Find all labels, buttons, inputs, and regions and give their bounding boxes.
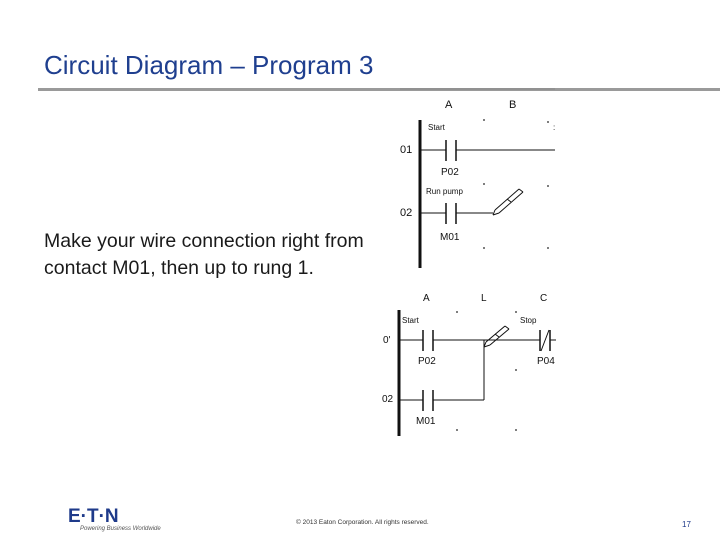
bottom-contact-p04-label: P04: [537, 356, 555, 367]
pen-cursor-icon: [484, 326, 509, 347]
grid-dot: [456, 311, 458, 313]
bottom-contact-p02-label: P02: [418, 356, 436, 367]
bottom-column-l: L: [481, 293, 487, 304]
top-contact-p02-label: P02: [441, 167, 459, 178]
bottom-contact-stop-label: Stop: [520, 316, 537, 325]
bottom-contact-p04-slash: [541, 330, 549, 351]
grid-dot: [483, 119, 485, 121]
grid-dot: [547, 247, 549, 249]
page-number: 17: [682, 520, 691, 529]
top-rung-1-number: 01: [400, 144, 413, 156]
grid-dot: [547, 185, 549, 187]
top-rung-2-number: 02: [400, 207, 413, 219]
eaton-logo: E·T·N: [68, 506, 119, 527]
bottom-contact-start-label: Start: [402, 316, 419, 325]
pen-cursor-icon: [493, 189, 523, 215]
grid-dot: [515, 311, 517, 313]
top-contact-m01-label: M01: [440, 232, 460, 243]
bottom-contact-m01-label: M01: [416, 416, 436, 427]
grid-dot: [456, 429, 458, 431]
grid-dot: [547, 121, 549, 123]
grid-dot: [515, 429, 517, 431]
grid-dot: [483, 183, 485, 185]
grid-tick: :: [553, 123, 556, 132]
ladder-diagram-bottom: [382, 293, 556, 436]
slide-title: Circuit Diagram – Program 3: [44, 50, 374, 80]
top-column-a: A: [445, 99, 453, 111]
eaton-tagline: Powering Business Worldwide: [80, 526, 161, 532]
instruction-text: Make your wire connection right from contact M01, then up to rung 1.: [44, 230, 364, 279]
grid-dot: [515, 369, 517, 371]
bottom-rung-2-number: 02: [382, 394, 394, 405]
top-column-b: B: [509, 99, 517, 111]
bottom-column-c: C: [540, 293, 548, 304]
copyright-text: © 2013 Eaton Corporation. All rights reserved.: [296, 519, 429, 526]
bottom-rung-1-number: 0': [383, 335, 391, 346]
ladder-diagram-top: [400, 89, 555, 268]
bottom-column-a: A: [423, 293, 430, 304]
grid-dot: [483, 247, 485, 249]
top-contact-runpump-label: Run pump: [426, 187, 463, 196]
top-contact-start-label: Start: [428, 123, 445, 132]
